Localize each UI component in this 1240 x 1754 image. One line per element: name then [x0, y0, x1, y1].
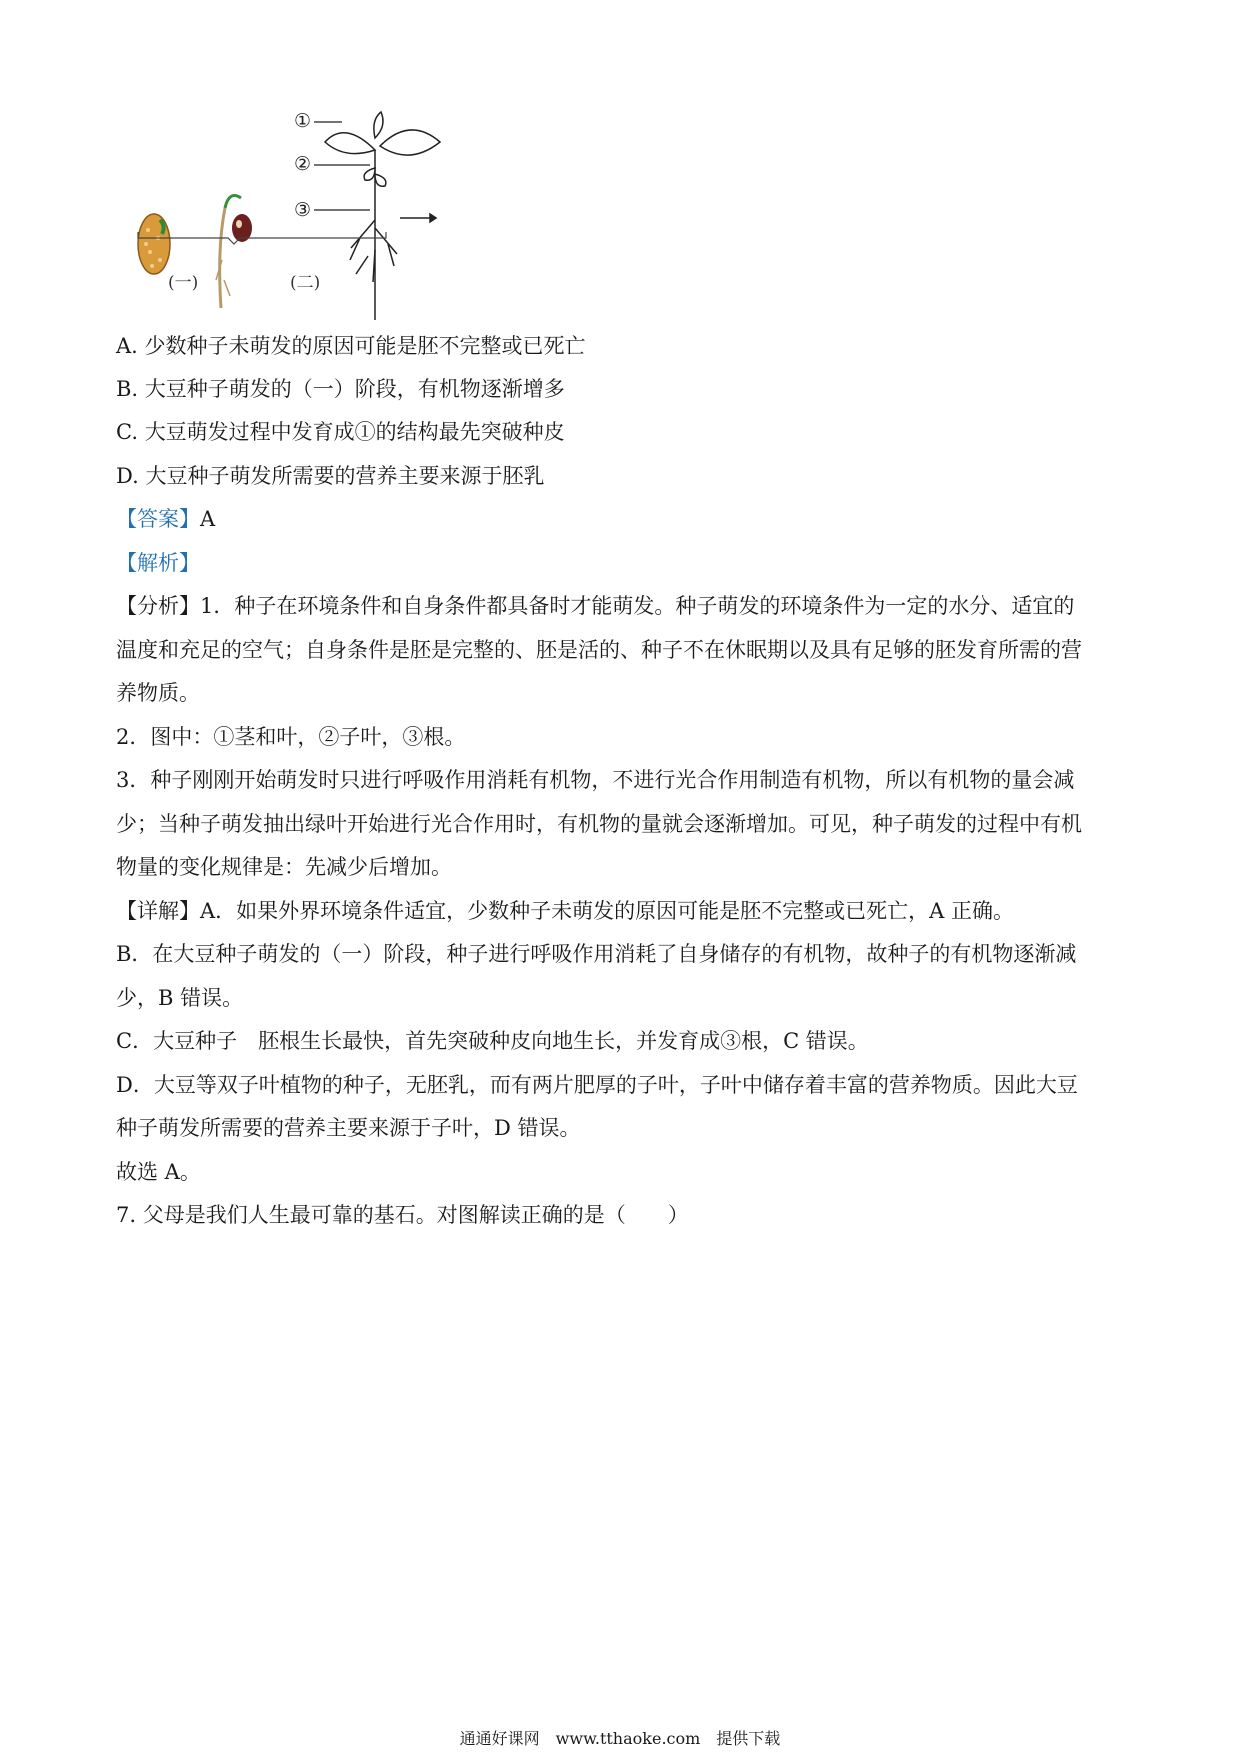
marker-2: ②	[294, 153, 312, 175]
answer-label: 【答案】	[116, 507, 200, 531]
seed-germination-figure	[130, 110, 510, 332]
option-d: D. 大豆种子萌发所需要的营养主要来源于胚乳	[116, 464, 545, 488]
germinating-seed-drawing	[216, 196, 252, 308]
conclusion: 故选 A。	[116, 1160, 201, 1184]
point-3-line-1: 3．种子刚刚开始萌发时只进行呼吸作用消耗有机物，不进行光合作用制造有机物，所以有机物的量会减	[116, 768, 1075, 792]
next-question: 7. 父母是我们人生最可靠的基石。对图解读正确的是（ ）	[116, 1203, 689, 1227]
fenxi-line-2: 温度和充足的空气；自身条件是胚是完整的、胚是活的、种子不在休眠期以及具有足够的胚发育所需的营	[116, 638, 1082, 662]
option-c: C. 大豆萌发过程中发育成①的结构最先突破种皮	[116, 420, 565, 444]
xiangjie-b-1: B．在大豆种子萌发的（一）阶段，种子进行呼吸作用消耗了自身储存的有机物，故种子的有机物逐渐减	[116, 942, 1077, 966]
xiangjie-a: 【详解】A．如果外界环境条件适宜，少数种子未萌发的原因可能是胚不完整或已死亡，A 正确。	[116, 899, 1015, 923]
xiangjie-d-1: D．大豆等双子叶植物的种子，无胚乳，而有两片肥厚的子叶，子叶中储存着丰富的营养物质。因此大豆	[116, 1073, 1078, 1097]
stage-2-label: (二)	[290, 273, 321, 293]
answer-value: A	[200, 507, 216, 531]
bean-seed-drawing	[138, 214, 170, 274]
xiangjie-label: 【详解】	[116, 899, 200, 923]
xiangjie-b-2: 少，B 错误。	[116, 986, 244, 1010]
fenxi-label: 【分析】	[116, 594, 200, 618]
analysis-heading: 【解析】	[116, 551, 200, 575]
footer-watermark: 通通好课网 www.tthaoke.com 提供下载	[459, 1729, 781, 1748]
markers	[294, 110, 370, 221]
answer-line	[116, 503, 215, 533]
seedling-drawing	[325, 112, 440, 320]
fenxi-line-1: 【分析】1．种子在环境条件和自身条件都具备时才能萌发。种子萌发的环境条件为一定的水分、适宜的	[116, 594, 1075, 618]
marker-1: ①	[294, 110, 312, 132]
point-2: 2．图中：①茎和叶，②子叶，③根。	[116, 725, 466, 749]
option-a: A. 少数种子未萌发的原因可能是胚不完整或已死亡	[116, 334, 586, 358]
stage-1-label: (一)	[168, 273, 199, 293]
option-b: B. 大豆种子萌发的（一）阶段，有机物逐渐增多	[116, 377, 565, 401]
point-3-line-2: 少；当种子萌发抽出绿叶开始进行光合作用时，有机物的量就会逐渐增加。可见，种子萌发的过程中有机	[116, 812, 1082, 836]
xiangjie-c: C．大豆种子 胚根生长最快，首先突破种皮向地生长，并发育成③根，C 错误。	[116, 1029, 869, 1053]
marker-3: ③	[294, 199, 312, 221]
stage-braces	[138, 232, 386, 244]
xiangjie-d-2: 种子萌发所需要的营养主要来源于子叶，D 错误。	[116, 1116, 581, 1140]
fenxi-line-3: 养物质。	[116, 681, 200, 705]
point-3-line-3: 物量的变化规律是：先减少后增加。	[116, 855, 452, 879]
